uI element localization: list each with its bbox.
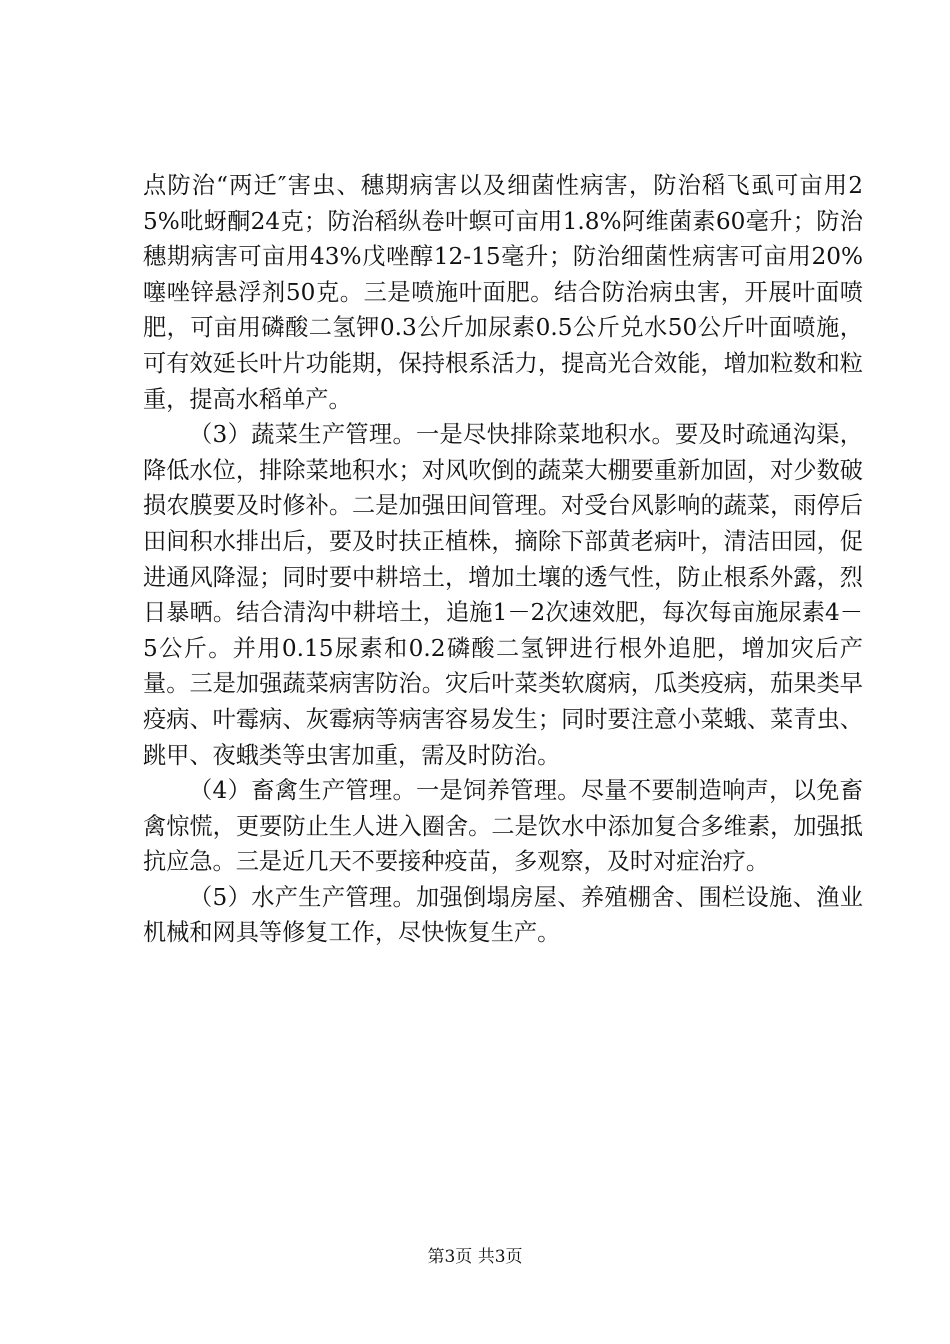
paragraph-4: （5）水产生产管理。加强倒塌房屋、养殖棚舍、围栏设施、渔业机械和网具等修复工作，尽快恢复生产。	[143, 883, 863, 947]
document-body	[143, 168, 863, 951]
paragraph-3: （4）畜禽生产管理。一是饲养管理。尽量不要制造响声，以免畜禽惊慌，更要防止生人进入圈舍。二是饮水中添加复合多维素，加强抵抗应急。三是近几天不要接种疫苗，多观察，及时对症治疗。	[143, 777, 863, 876]
paragraph-2: （3）蔬菜生产管理。一是尽快排除菜地积水。要及时疏通沟渠，降低水位，排除菜地积水；对风吹倒的蔬菜大棚要重新加固，对少数破损农膜要及时修补。二是加强田间管理。对受台风影响的蔬菜，雨停后田间积水排出后，要及时扶正植株，摘除下部黄老病叶，清洁田园，促进通风降湿；同时要中耕培土，增加土壤的透气性，防止根系外露，烈日暴晒。结合清沟中耕培土，追施1－2次速效肥，每次每亩施尿素4－5公斤。并用0.15尿素和0.2磷酸二氢钾进行根外追肥，增加灾后产量。三是加强蔬菜病害防治。灾后叶菜类软腐病，瓜类疫病，茄果类早疫病、叶霉病、灰霉病等病害容易发生；同时要注意小菜蛾、菜青虫、跳甲、夜蛾类等虫害加重，需及时防治。	[143, 421, 863, 769]
paragraph-1: 点防治“两迁″害虫、穗期病害以及细菌性病害，防治稻飞虱可亩用25%吡蚜酮24克；防治稻纵卷叶螟可亩用1.8%阿维菌素60毫升；防治穗期病害可亩用43%戊唑醇12-15毫升；防治细菌性病害可亩用20%噻唑锌悬浮剂50克。三是喷施叶面肥。结合防治病虫害，开展叶面喷肥，可亩用磷酸二氢钾0.3公斤加尿素0.5公斤兑水50公斤叶面喷施，可有效延长叶片功能期，保持根系活力，提高光合效能，增加粒数和粒重，提高水稻单产。	[143, 172, 863, 413]
page-footer: 第3页 共3页	[427, 1247, 523, 1267]
